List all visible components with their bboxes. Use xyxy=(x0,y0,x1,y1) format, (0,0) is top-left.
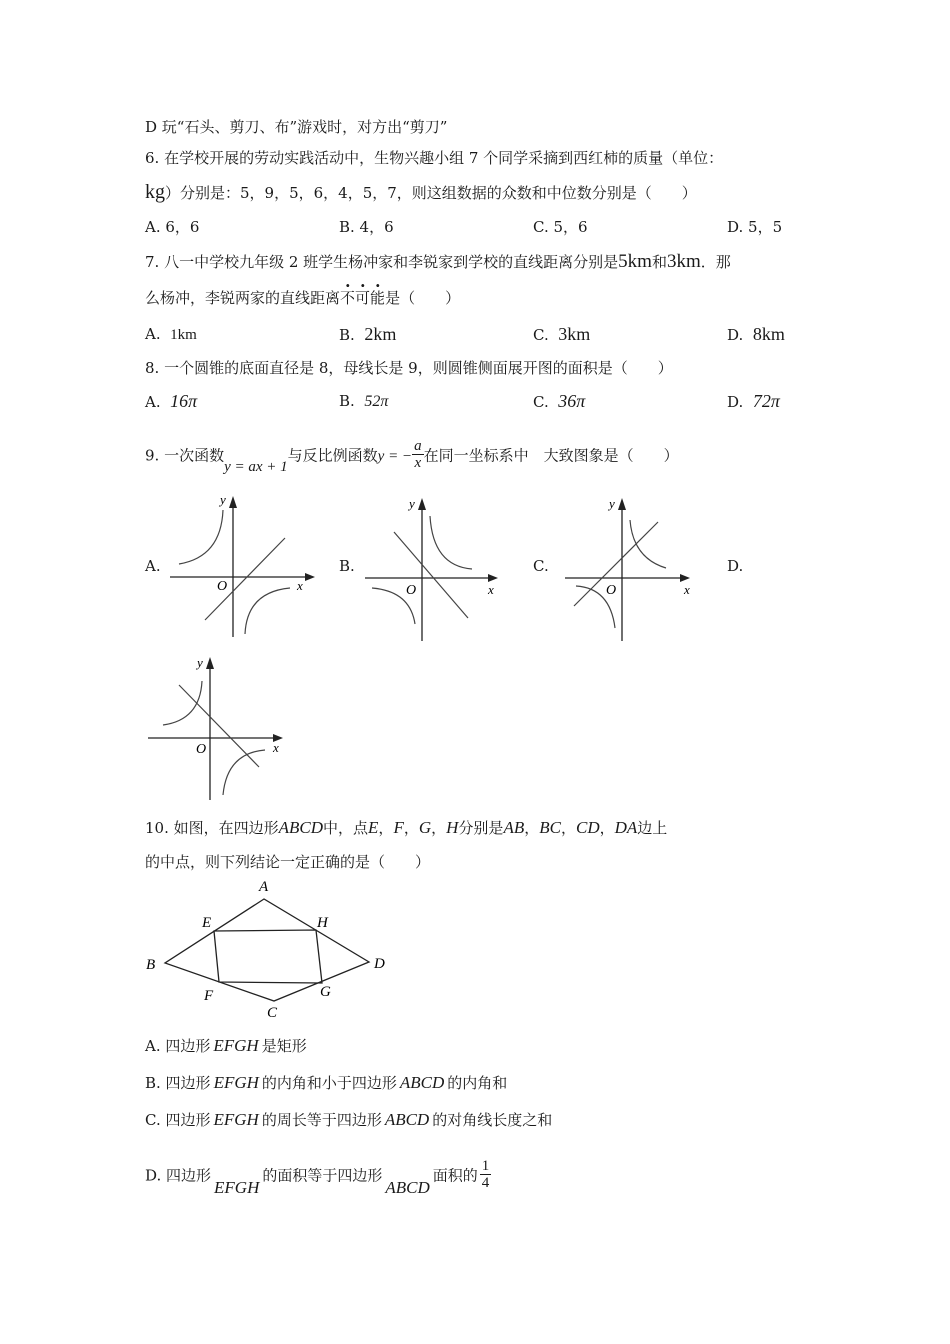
q7-option-a-label: A. xyxy=(145,325,161,343)
q9-option-b[interactable]: B. xyxy=(339,557,355,575)
q7-emph-1: 不 xyxy=(340,289,356,307)
q10-d-post: 面积的 xyxy=(432,1166,478,1185)
q9-linear-function: y = ax + 1 xyxy=(224,458,288,475)
graph-c-y-arrow xyxy=(618,498,626,510)
graph-d-y-arrow xyxy=(206,657,214,669)
q10-option-a[interactable] xyxy=(145,1036,307,1056)
q10-sep-6: ， xyxy=(599,819,615,837)
q6-option-b[interactable]: B. 4，6 xyxy=(339,218,394,236)
label-g: G xyxy=(320,984,331,1000)
graph-a-origin: O xyxy=(217,579,228,594)
q7-line2-end: 是（ ） xyxy=(385,289,461,307)
q10-b-mid: 的内角和小于四边形 xyxy=(261,1074,397,1092)
q10-sep-5: ， xyxy=(560,819,576,837)
q10-seg-cd: CD xyxy=(575,818,600,837)
q9-inverse-fraction xyxy=(412,438,424,471)
graph-a-hyperbola-upper xyxy=(179,510,223,564)
q10-line2: 的中点，则下列结论一定正确的是（ ） xyxy=(145,853,431,871)
q8-option-a[interactable] xyxy=(145,391,197,412)
q10-d-m2: ABCD xyxy=(385,1177,430,1197)
q10-c-mid: 的周长等于四边形 xyxy=(261,1111,382,1129)
q10-text-mid: 中，点 xyxy=(323,819,369,837)
graph-b-x-arrow xyxy=(488,574,498,582)
q7-and: 和 xyxy=(651,253,667,271)
q8-option-b[interactable] xyxy=(339,391,388,412)
graph-c-x-label: x xyxy=(684,582,690,597)
q6-option-a[interactable]: A. 6，6 xyxy=(145,218,200,236)
q10-c-m2: ABCD xyxy=(384,1110,430,1129)
q10-c-post: 的对角线长度之和 xyxy=(432,1111,553,1129)
q7-option-d-value: 8km xyxy=(752,324,785,344)
q10-sep-4: ， xyxy=(524,819,540,837)
q9-option-a[interactable]: A. xyxy=(145,557,161,575)
q10-sep-3: ， xyxy=(431,819,447,837)
q7-option-d-label: D. xyxy=(727,326,744,344)
q9-option-c[interactable]: C. xyxy=(533,557,549,575)
graph-a-y-label: y xyxy=(220,492,226,507)
option-d-prev: D 玩“石头、剪刀、布”游戏时，对方出“剪刀” xyxy=(145,118,448,136)
label-b: B xyxy=(146,957,156,973)
q10-d-mid: 的面积等于四边形 xyxy=(262,1166,383,1185)
q10-point-g: G xyxy=(418,818,432,837)
q8-option-d-value: 72π xyxy=(752,391,780,411)
q6-line2 xyxy=(145,182,697,203)
quad-efgh xyxy=(214,930,322,983)
q10-d-fraction xyxy=(480,1158,492,1191)
q8-option-b-value: 52π xyxy=(364,393,389,410)
q7-option-c-value: 3km xyxy=(558,324,591,344)
label-f: F xyxy=(204,988,214,1004)
q10-c-m1: EFGH xyxy=(213,1110,259,1129)
graph-b-origin: O xyxy=(406,583,417,598)
q7-line1 xyxy=(145,252,731,272)
q7-option-d[interactable] xyxy=(727,324,785,345)
q10-seg-ab: AB xyxy=(503,818,525,837)
q10-text-pre: 10. 如图，在四边形 xyxy=(145,819,279,837)
q9-graph-c xyxy=(560,496,710,644)
q10-figure xyxy=(140,875,400,1023)
q8-option-d[interactable] xyxy=(727,391,780,412)
q9-text-c: 在同一坐标系中 大致图象是（ ） xyxy=(423,446,679,465)
q7-option-a[interactable] xyxy=(145,324,197,345)
graph-b-line xyxy=(394,532,468,618)
q8-option-a-value: 16π xyxy=(170,391,198,411)
q8-option-b-label: B. xyxy=(339,392,355,410)
q8-option-c[interactable] xyxy=(533,391,585,412)
graph-d-line xyxy=(179,685,259,767)
label-h: H xyxy=(317,915,328,931)
q7-distance-1: 5km xyxy=(618,251,652,272)
q6-option-c[interactable]: C. 5，6 xyxy=(533,218,588,236)
q7-line2-text: 么杨冲，李锐两家的直线距离 xyxy=(145,289,341,307)
q9-inverse-num: a xyxy=(414,438,422,454)
graph-c-y-label: y xyxy=(609,496,615,511)
q10-option-d[interactable] xyxy=(145,1158,491,1197)
q10-a-post: 是矩形 xyxy=(261,1037,307,1055)
q10-b-post: 的内角和 xyxy=(447,1074,508,1092)
q10-point-h: H xyxy=(446,818,459,837)
graph-a-y-arrow xyxy=(229,496,237,508)
q7-option-b-label: B. xyxy=(339,326,355,344)
q10-text-s2: 分别是 xyxy=(458,819,504,837)
q9-graph-b xyxy=(360,496,510,644)
q10-a-pre: A. 四边形 xyxy=(145,1037,211,1055)
q9-graph-a xyxy=(165,492,315,640)
quad-abcd xyxy=(165,899,369,1001)
q10-b-pre: B. 四边形 xyxy=(145,1074,211,1092)
q7-emph-3: 能 xyxy=(370,289,386,307)
q7-line2 xyxy=(145,288,460,308)
q9-text-b: 与反比例函数 xyxy=(287,446,378,465)
q7-line1-text: 7. 八一中学校九年级 2 班学生杨冲家和李锐家到学校的直线距离分别是 xyxy=(145,253,619,271)
q6-line1: 6. 在学校开展的劳动实践活动中，生物兴趣小组 7 个同学采摘到西红柿的质量（单位： xyxy=(145,149,724,167)
q8-option-d-label: D. xyxy=(727,393,744,411)
q7-option-b[interactable] xyxy=(339,324,396,345)
graph-d-x-label: x xyxy=(273,740,279,755)
q9-option-d[interactable]: D. xyxy=(727,557,744,575)
q6-option-d[interactable]: D. 5，5 xyxy=(727,218,783,236)
q10-line1 xyxy=(145,818,667,838)
q8-option-a-label: A. xyxy=(145,393,161,411)
q8-option-c-value: 36π xyxy=(558,391,586,411)
q9-text-a: 9. 一次函数 xyxy=(145,446,225,465)
q8-text: 8. 一个圆锥的底面直径是 8，母线长是 9，则圆锥侧面展开图的面积是（ ） xyxy=(145,359,673,377)
label-d: D xyxy=(374,956,385,972)
graph-a-hyperbola-lower xyxy=(245,588,290,634)
graph-b-hyperbola-upper xyxy=(430,516,472,569)
q10-point-e: E xyxy=(368,818,379,837)
label-c: C xyxy=(267,1005,278,1021)
q9-graph-d xyxy=(145,655,295,803)
q10-option-b[interactable] xyxy=(145,1073,507,1093)
q10-sep-1: ， xyxy=(378,819,394,837)
label-a: A xyxy=(259,879,269,895)
q10-seg-da: DA xyxy=(614,818,638,837)
graph-d-y-label: y xyxy=(197,655,203,670)
graph-d-hyperbola-lower xyxy=(223,750,265,795)
q10-text-end: 边上 xyxy=(637,819,668,837)
q10-sep-2: ， xyxy=(403,819,419,837)
q6-line2-text: ）分别是：5，9，5，6，4，5，7，则这组数据的众数和中位数分别是（ ） xyxy=(165,184,697,202)
q9-inverse-den: x xyxy=(414,455,422,471)
q7-emph-2: 可 xyxy=(355,289,371,307)
q7-line1-end: ．那 xyxy=(700,253,731,271)
graph-b-x-label: x xyxy=(488,582,494,597)
q7-option-b-value: 2km xyxy=(364,324,397,344)
q10-quad: ABCD xyxy=(278,818,324,837)
label-e: E xyxy=(202,915,212,931)
q10-d-m1: EFGH xyxy=(214,1177,260,1197)
graph-a-x-label: x xyxy=(297,578,303,593)
q7-distance-2: 3km xyxy=(666,251,701,272)
q8-option-c-label: C. xyxy=(533,393,549,411)
q9-inverse-lhs: y = − xyxy=(377,448,413,465)
q10-d-num: 1 xyxy=(481,1158,490,1174)
q10-point-f: F xyxy=(393,818,404,837)
q10-a-m: EFGH xyxy=(213,1036,259,1055)
q10-d-den: 4 xyxy=(481,1175,490,1191)
graph-b-y-label: y xyxy=(409,496,415,511)
graph-c-x-arrow xyxy=(680,574,690,582)
q7-option-a-value: 1km xyxy=(170,327,197,343)
q10-b-m2: ABCD xyxy=(399,1073,445,1092)
q7-option-c-label: C. xyxy=(533,326,549,344)
q10-option-c[interactable] xyxy=(145,1110,552,1130)
graph-c-origin: O xyxy=(606,583,617,598)
q6-unit: kg xyxy=(145,181,165,203)
q10-seg-bc: BC xyxy=(539,818,561,837)
q10-d-pre: D. 四边形 xyxy=(145,1166,212,1185)
graph-a-x-arrow xyxy=(305,573,315,581)
q10-b-m1: EFGH xyxy=(213,1073,259,1092)
q10-c-pre: C. 四边形 xyxy=(145,1111,211,1129)
graph-b-y-arrow xyxy=(418,498,426,510)
graph-d-origin: O xyxy=(196,742,207,757)
q7-option-c[interactable] xyxy=(533,324,590,345)
q9-stem xyxy=(145,440,679,473)
